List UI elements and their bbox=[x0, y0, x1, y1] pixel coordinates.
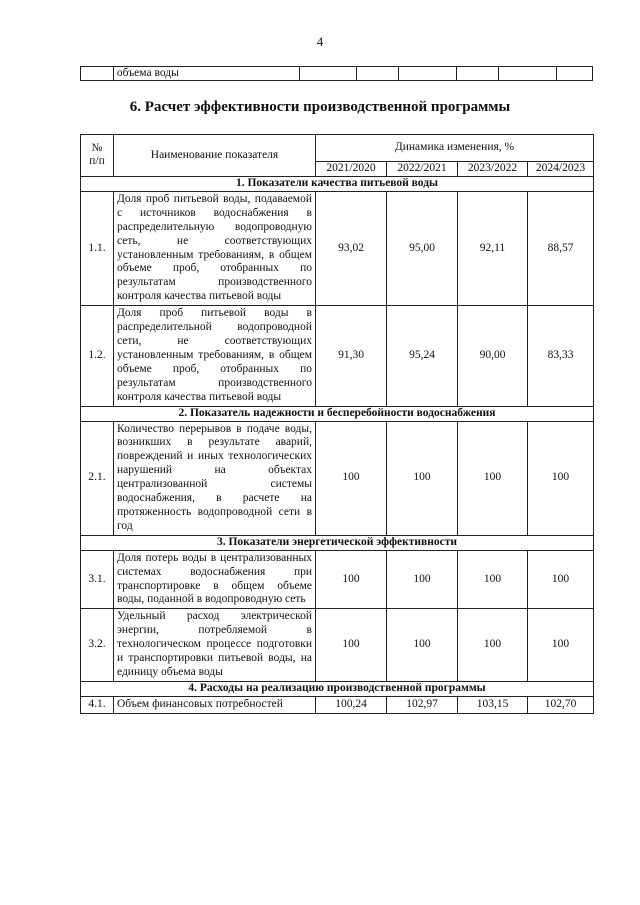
table-row bbox=[81, 191, 594, 305]
header-num-line2: п/п bbox=[89, 155, 105, 168]
header-year: 2024/2023 bbox=[528, 162, 594, 177]
indicator-name: Доля проб питьевой воды в распределительной водопроводной сети, не соответствующих установленным требованиям, в общем объеме проб, отобранных по результатам производственного контроля качества питьевой воды bbox=[114, 306, 316, 406]
indicator-name: Количество перерывов в подаче воды, возникших в результате аварий, повреждений и иных технологических нарушений на объектах централизованной системы водоснабжения, в расчете на протяженность водопроводной сети в год bbox=[114, 421, 316, 535]
page-number: 4 bbox=[316, 34, 324, 49]
row-number: 1.2. bbox=[81, 306, 114, 406]
value-cell: 95,00 bbox=[387, 191, 458, 305]
header-dynamics: Динамика изменения, % bbox=[316, 135, 594, 162]
value-cell: 90,00 bbox=[458, 306, 528, 406]
header-num bbox=[81, 135, 114, 177]
indicator-name: Удельный расход электрической энергии, потребляемой в технологическом процессе подготовки и транспортировки питьевой воды, на единицу объема воды bbox=[114, 609, 316, 682]
value-cell: 93,02 bbox=[316, 191, 387, 305]
value-cell: 100 bbox=[458, 609, 528, 682]
group-row bbox=[81, 535, 594, 550]
value-cell: 102,70 bbox=[528, 696, 594, 713]
value-cell: 102,97 bbox=[387, 696, 458, 713]
header-year: 2023/2022 bbox=[458, 162, 528, 177]
value-cell: 100 bbox=[316, 421, 387, 535]
value-cell: 100 bbox=[316, 550, 387, 609]
row-number: 1.1. bbox=[81, 191, 114, 305]
group-title: 3. Показатели энергетической эффективности bbox=[81, 535, 594, 550]
value-cell: 100 bbox=[528, 421, 594, 535]
table-row bbox=[81, 67, 593, 81]
group-row bbox=[81, 176, 594, 191]
efficiency-table bbox=[80, 134, 594, 714]
group-title: 2. Показатель надежности и бесперебойности водоснабжения bbox=[81, 406, 594, 421]
value-cell: 100 bbox=[458, 550, 528, 609]
indicator-name: Объем финансовых потребностей bbox=[114, 696, 316, 713]
row-number: 4.1. bbox=[81, 696, 114, 713]
group-title: 1. Показатели качества питьевой воды bbox=[81, 176, 594, 191]
value-cell: 95,24 bbox=[387, 306, 458, 406]
section-title: 6. Расчет эффективности производственной программы bbox=[129, 99, 511, 115]
header-name: Наименование показателя bbox=[114, 135, 316, 177]
value-cell: 83,33 bbox=[528, 306, 594, 406]
table-cell bbox=[357, 67, 399, 81]
value-cell: 88,57 bbox=[528, 191, 594, 305]
table-row bbox=[81, 421, 594, 535]
row-number: 3.2. bbox=[81, 609, 114, 682]
group-row bbox=[81, 406, 594, 421]
value-cell: 100 bbox=[528, 550, 594, 609]
value-cell: 100,24 bbox=[316, 696, 387, 713]
group-row bbox=[81, 681, 594, 696]
previous-table-fragment bbox=[80, 66, 593, 81]
table-row bbox=[81, 550, 594, 609]
table-row bbox=[81, 306, 594, 406]
value-cell: 92,11 bbox=[458, 191, 528, 305]
value-cell: 100 bbox=[458, 421, 528, 535]
table-cell bbox=[299, 67, 357, 81]
value-cell: 100 bbox=[387, 550, 458, 609]
table-cell bbox=[457, 67, 499, 81]
table-row bbox=[81, 609, 594, 682]
value-cell: 100 bbox=[387, 421, 458, 535]
header-year: 2021/2020 bbox=[316, 162, 387, 177]
table-cell bbox=[557, 67, 593, 81]
group-title: 4. Расходы на реализацию производственной программы bbox=[81, 681, 594, 696]
indicator-name: Доля потерь воды в централизованных системах водоснабжения при транспортировке в общем объеме воды, поданной в водопроводную сеть bbox=[114, 550, 316, 609]
table-cell bbox=[81, 67, 114, 81]
row-number: 3.1. bbox=[81, 550, 114, 609]
value-cell: 100 bbox=[387, 609, 458, 682]
table-cell bbox=[399, 67, 457, 81]
header-year: 2022/2021 bbox=[387, 162, 458, 177]
row-number: 2.1. bbox=[81, 421, 114, 535]
value-cell: 100 bbox=[316, 609, 387, 682]
table-cell bbox=[499, 67, 557, 81]
value-cell: 103,15 bbox=[458, 696, 528, 713]
value-cell: 91,30 bbox=[316, 306, 387, 406]
header-row bbox=[81, 135, 594, 162]
header-num-line1: № bbox=[91, 141, 103, 154]
indicator-name: Доля проб питьевой воды, подаваемой с источников водоснабжения в распределительную водопроводную сеть, не соответствующих установленным требованиям, в общем объеме проб, отобранных по результатам производственного контроля качества питьевой воды bbox=[114, 191, 316, 305]
value-cell: 100 bbox=[528, 609, 594, 682]
table-row bbox=[81, 696, 594, 713]
fragment-text: объема воды bbox=[113, 67, 299, 81]
